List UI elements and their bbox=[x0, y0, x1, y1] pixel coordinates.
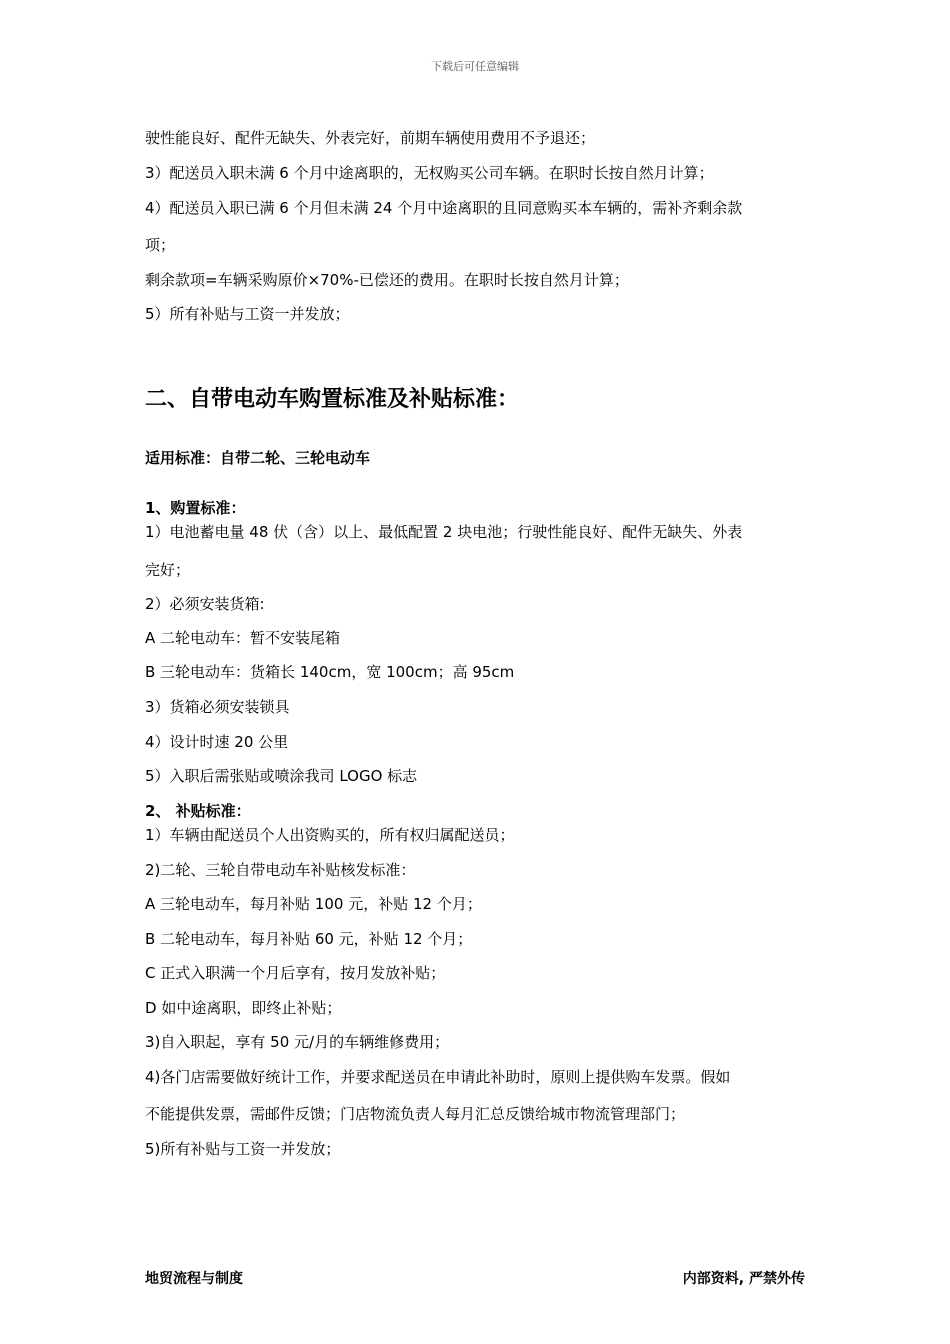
paragraph-line: 不能提供发票，需邮件反馈；门店物流负责人每月汇总反馈给城市物流管理部门； bbox=[145, 1105, 686, 1123]
paragraph-line: 2）必须安装货箱: bbox=[145, 595, 265, 613]
paragraph-line: 5）所有补贴与工资一并发放； bbox=[145, 305, 350, 323]
paragraph-line: 5）入职后需张贴或喷涂我司 LOGO 标志 bbox=[145, 767, 418, 785]
paragraph-line: B 三轮电动车：货箱长 140cm，宽 100cm；高 95cm bbox=[145, 663, 515, 681]
paragraph-line: 4）设计时速 20 公里 bbox=[145, 733, 289, 751]
paragraph-line: 4)各门店需要做好统计工作，并要求配送员在申请此补助时，原则上提供购车发票。假如 bbox=[145, 1068, 731, 1086]
footer-right: 内部资料, 严禁外传 bbox=[682, 1271, 805, 1287]
paragraph-line: 驶性能良好、配件无缺失、外表完好，前期车辆使用费用不予退还； bbox=[145, 129, 596, 147]
paragraph-line: B 二轮电动车，每月补贴 60 元，补贴 12 个月； bbox=[145, 930, 473, 948]
paragraph-line: 项； bbox=[145, 236, 176, 254]
subsidy-standard-title: 2、 补贴标准： bbox=[145, 802, 251, 820]
paragraph-line: 3）货箱必须安装锁具 bbox=[145, 698, 290, 716]
paragraph-line: 剩余款项=车辆采购原价×70%-已偿还的费用。在职时长按自然月计算； bbox=[145, 271, 629, 289]
paragraph-line: 1）电池蓄电量 48 伏（含）以上、最低配置 2 块电池；行驶性能良好、配件无缺失、外表 bbox=[145, 523, 743, 541]
paragraph-line: 1）车辆由配送员个人出资购买的，所有权归属配送员； bbox=[145, 826, 515, 844]
paragraph-line: 5)所有补贴与工资一并发放； bbox=[145, 1140, 341, 1158]
paragraph-line: 3）配送员入职未满 6 个月中途离职的，无权购买公司车辆。在职时长按自然月计算； bbox=[145, 164, 714, 182]
paragraph-line: A 三轮电动车，每月补贴 100 元，补贴 12 个月； bbox=[145, 895, 482, 913]
purchase-standard-title: 1、购置标准： bbox=[145, 499, 246, 517]
paragraph-line: 2)二轮、三轮自带电动车补贴核发标准： bbox=[145, 861, 416, 879]
paragraph-line: 4）配送员入职已满 6 个月但未满 24 个月中途离职的且同意购买本车辆的，需补齐剩余款 bbox=[145, 199, 743, 217]
paragraph-line: 3)自入职起，享有 50 元/月的车辆维修费用； bbox=[145, 1033, 450, 1051]
paragraph-line: 完好； bbox=[145, 561, 191, 579]
applicable-standard: 适用标准：自带二轮、三轮电动车 bbox=[145, 449, 371, 467]
paragraph-line: D 如中途离职，即终止补贴； bbox=[145, 999, 342, 1017]
paragraph-line: A 二轮电动车：暂不安装尾箱 bbox=[145, 629, 341, 647]
section-heading: 二、自带电动车购置标准及补贴标准： bbox=[145, 387, 520, 412]
page-header: 下载后可任意编辑 bbox=[431, 60, 519, 73]
footer-left: 地贸流程与制度 bbox=[145, 1271, 243, 1287]
paragraph-line: C 正式入职满一个月后享有，按月发放补贴； bbox=[145, 964, 446, 982]
